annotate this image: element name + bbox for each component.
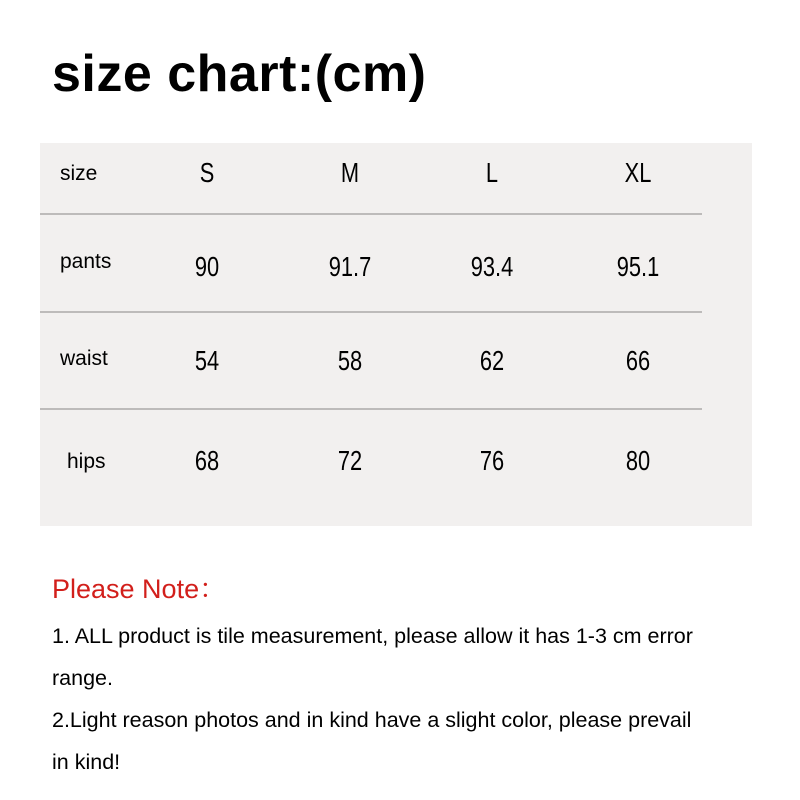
table-cell: 62 [479, 345, 505, 376]
size-table [40, 143, 752, 526]
table-row-hips [40, 409, 702, 526]
table-cell: 90 [194, 251, 220, 282]
size-m-header: M [340, 157, 360, 188]
note-title: Please Note： [52, 574, 227, 604]
size-xl-header: XL [624, 157, 652, 188]
note-line: range. [52, 666, 113, 690]
table-cell: 91.7 [328, 251, 372, 282]
table-cell: 80 [625, 445, 651, 476]
note-line: in kind! [52, 750, 121, 774]
table-row-waist [40, 312, 702, 409]
table-cell: 68 [194, 445, 220, 476]
size-s-header: S [199, 157, 215, 188]
size-l-header: L [485, 157, 499, 188]
row-label: pants [60, 250, 112, 273]
table-cell: 58 [337, 345, 363, 376]
row-label: size [60, 162, 98, 185]
table-cell: 95.1 [616, 251, 660, 282]
row-label: hips [67, 450, 106, 473]
table-cell: 72 [337, 445, 363, 476]
table-cell: 54 [194, 345, 220, 376]
table-row-pants [40, 214, 702, 312]
table-row-size [40, 143, 702, 214]
note-line: 2.Light reason photos and in kind have a slight color, please prevail [52, 708, 692, 732]
table-cell: 93.4 [470, 251, 514, 282]
table-cell: 76 [479, 445, 505, 476]
row-label: waist [60, 347, 108, 370]
note-line: 1. ALL product is tile measurement, please allow it has 1-3 cm error [52, 624, 693, 648]
table-cell: 66 [625, 345, 651, 376]
page-title: size chart:(cm) [52, 45, 427, 103]
